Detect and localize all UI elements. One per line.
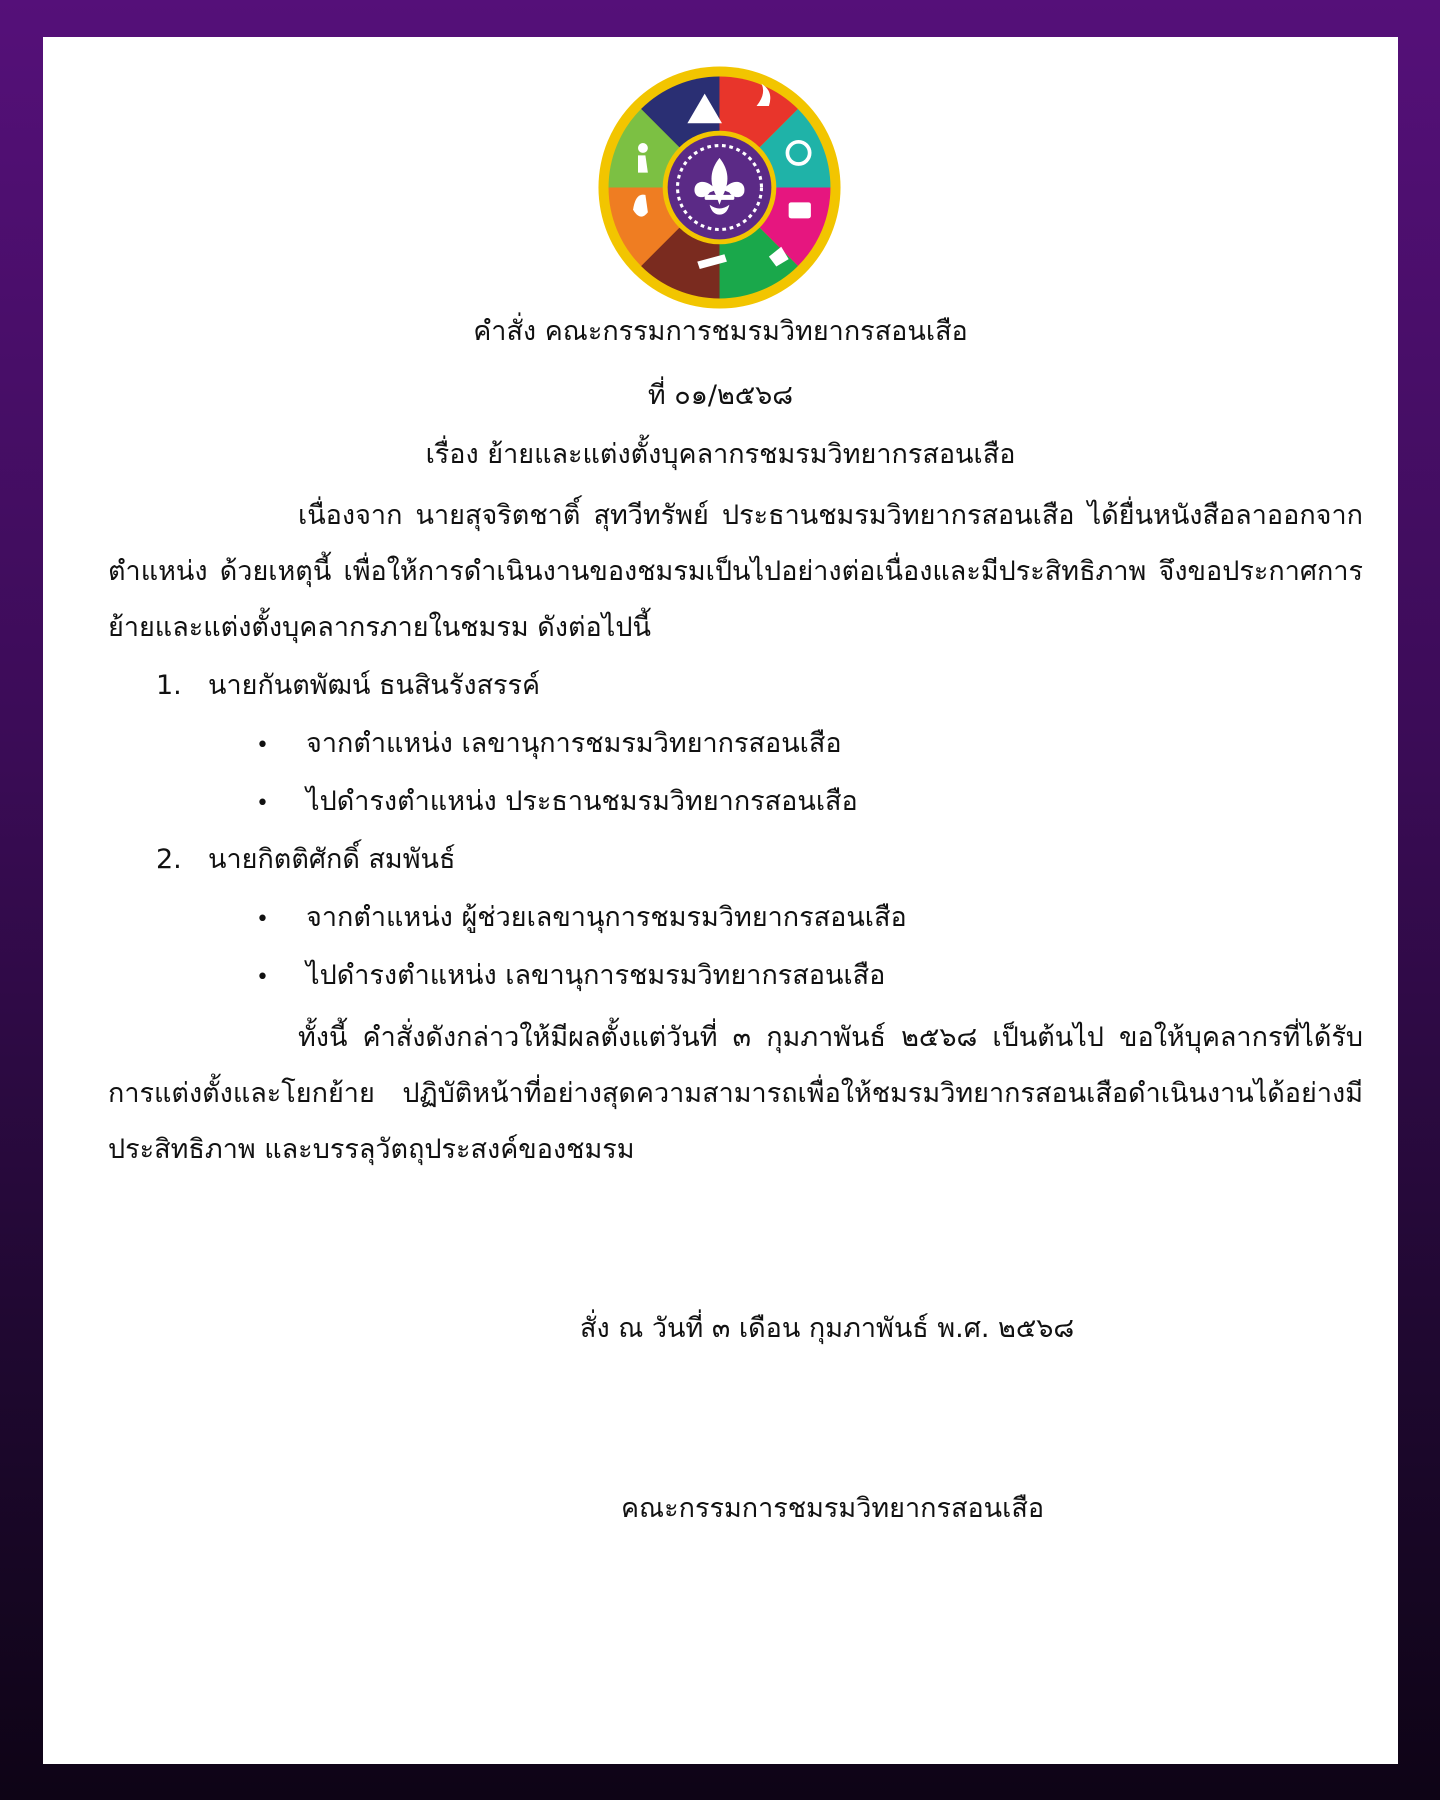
- list-item-detail: [256, 961, 885, 991]
- list-item: [156, 671, 540, 701]
- item-name: นายกันตพัฒน์ ธนสินรังสรรค์: [208, 670, 541, 701]
- bullet-icon: •: [256, 733, 269, 758]
- intro-paragraph: เนื่องจาก นายสุจริตชาติ์ สุทวีทรัพย์ ประธานชมรมวิทยากรสอนเสือ ได้ยื่นหนังสือลาออกจากตำแหน่ง ด้วยเหตุนี้ เพื่อให้การดำเนินงานของชมรมเป็นไปอย่างต่อเนื่องและมีประสิทธิภาพ จึงขอประกาศการย้ายและแต่งตั้งบุคลากรภายในชมรม ดังต่อไปนี้: [108, 500, 1363, 643]
- order-title: คำสั่ง คณะกรรมการชมรมวิทยากรสอนเสือ: [473, 316, 968, 347]
- bullet-icon: •: [256, 907, 269, 932]
- list-item-detail: [256, 787, 858, 817]
- bullet-icon: •: [256, 965, 269, 990]
- list-item-detail: [256, 903, 907, 933]
- item-number: 2.: [156, 844, 182, 875]
- item-name: นายกิตติศักดิ์ สมพันธ์: [208, 844, 456, 875]
- order-date: สั่ง ณ วันที่ ๓ เดือน กุมภาพันธ์ พ.ศ. ๒๕๖๘: [580, 1313, 1075, 1344]
- document-page: [43, 37, 1398, 1764]
- bullet-icon: •: [256, 791, 269, 816]
- order-number: ที่ ๐๑/๒๕๖๘: [647, 380, 794, 411]
- item-number: 1.: [156, 670, 182, 701]
- order-subject: เรื่อง ย้ายและแต่งตั้งบุคลากรชมรมวิทยากรสอนเสือ: [425, 439, 1016, 470]
- item-detail: จากตำแหน่ง เลขานุการชมรมวิทยากรสอนเสือ: [306, 728, 842, 759]
- item-detail: จากตำแหน่ง ผู้ช่วยเลขานุการชมรมวิทยากรสอนเสือ: [306, 902, 907, 933]
- list-item: [156, 845, 455, 875]
- signatory: คณะกรรมการชมรมวิทยากรสอนเสือ: [621, 1493, 1045, 1524]
- conclusion-paragraph: ทั้งนี้ คำสั่งดังกล่าวให้มีผลตั้งแต่วันที่ ๓ กุมภาพันธ์ ๒๕๖๘ เป็นต้นไป ขอให้บุคลากรที่ได้รับการแต่งตั้งและโยกย้าย ปฏิบัติหน้าที่อย่างสุดความสามารถเพื่อให้ชมรมวิทยากรสอนเสือดำเนินงานได้อย่างมีประสิทธิภาพ และบรรลุวัตถุประสงค์ของชมรม: [108, 1022, 1363, 1165]
- scout-emblem-logo: [596, 64, 843, 311]
- item-detail: ไปดำรงตำแหน่ง ประธานชมรมวิทยากรสอนเสือ: [306, 786, 858, 817]
- item-detail: ไปดำรงตำแหน่ง เลขานุการชมรมวิทยากรสอนเสือ: [306, 960, 886, 991]
- list-item-detail: [256, 729, 842, 759]
